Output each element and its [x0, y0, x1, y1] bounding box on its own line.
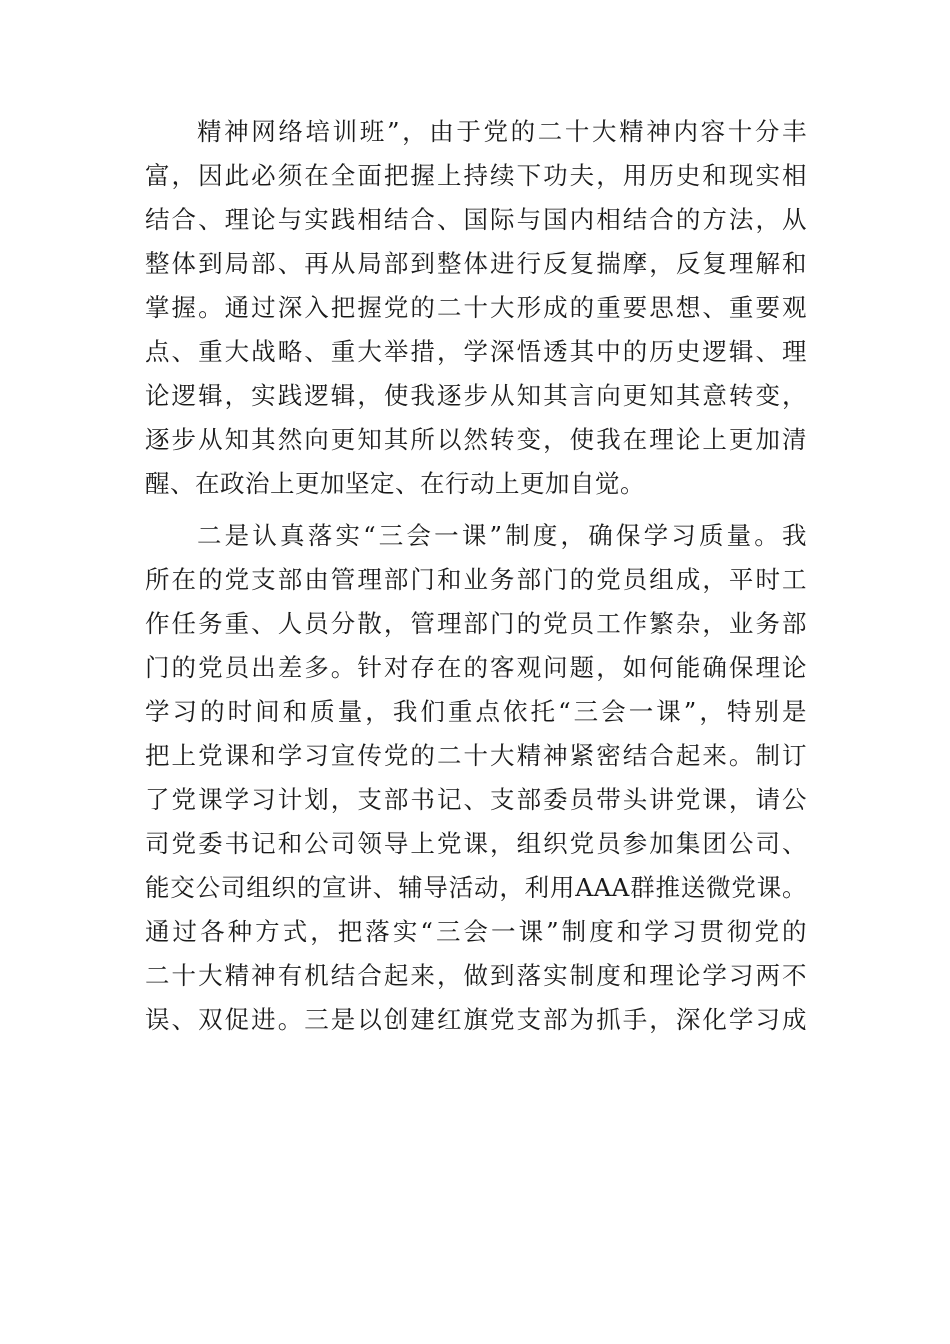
text-line: 能交公司组织的宣讲、辅导活动，利用AAA群推送微党课。 — [145, 873, 807, 902]
text-line: 二十大精神有机结合起来，做到落实制度和理论学习两不 — [145, 961, 807, 990]
text-line: 误、双促进。三是以创建红旗党支部为抓手，深化学习成 — [145, 1005, 807, 1034]
text-line: 精神网络培训班”，由于党的二十大精神内容十分丰 — [197, 117, 807, 146]
text-line: 富，因此必须在全面把握上持续下功夫，用历史和现实相 — [145, 161, 807, 190]
document-body — [145, 110, 807, 1042]
text-line: 论逻辑，实践逻辑，使我逐步从知其言向更知其意转变， — [145, 381, 807, 410]
text-line: 醒、在政治上更加坚定、在行动上更加自觉。 — [145, 469, 645, 498]
text-line: 门的党员出差多。针对存在的客观问题，如何能确保理论 — [145, 653, 807, 682]
text-line: 逐步从知其然向更知其所以然转变，使我在理论上更加清 — [145, 425, 807, 454]
text-line: 点、重大战略、重大举措，学深悟透其中的历史逻辑、理 — [145, 337, 807, 366]
paragraph-spacer — [145, 506, 807, 514]
text-line: 二是认真落实“三会一课”制度，确保学习质量。我 — [197, 521, 807, 550]
text-line: 整体到局部、再从局部到整体进行反复揣摩，反复理解和 — [145, 249, 807, 278]
text-line: 通过各种方式，把落实“三会一课”制度和学习贯彻党的 — [145, 917, 807, 946]
text-line: 所在的党支部由管理部门和业务部门的党员组成，平时工 — [145, 565, 807, 594]
text-line: 司党委书记和公司领导上党课，组织党员参加集团公司、 — [145, 829, 807, 858]
text-line: 学习的时间和质量，我们重点依托“三会一课”，特别是 — [145, 697, 807, 726]
text-line: 作任务重、人员分散，管理部门的党员工作繁杂，业务部 — [145, 609, 807, 638]
text-line: 把上党课和学习宣传党的二十大精神紧密结合起来。制订 — [145, 741, 807, 770]
paragraph-1 — [145, 110, 807, 506]
paragraph-2 — [145, 514, 807, 1042]
text-line: 掌握。通过深入把握党的二十大形成的重要思想、重要观 — [145, 293, 807, 322]
text-line: 结合、理论与实践相结合、国际与国内相结合的方法，从 — [145, 205, 807, 234]
text-line: 了党课学习计划，支部书记、支部委员带头讲党课，请公 — [145, 785, 807, 814]
